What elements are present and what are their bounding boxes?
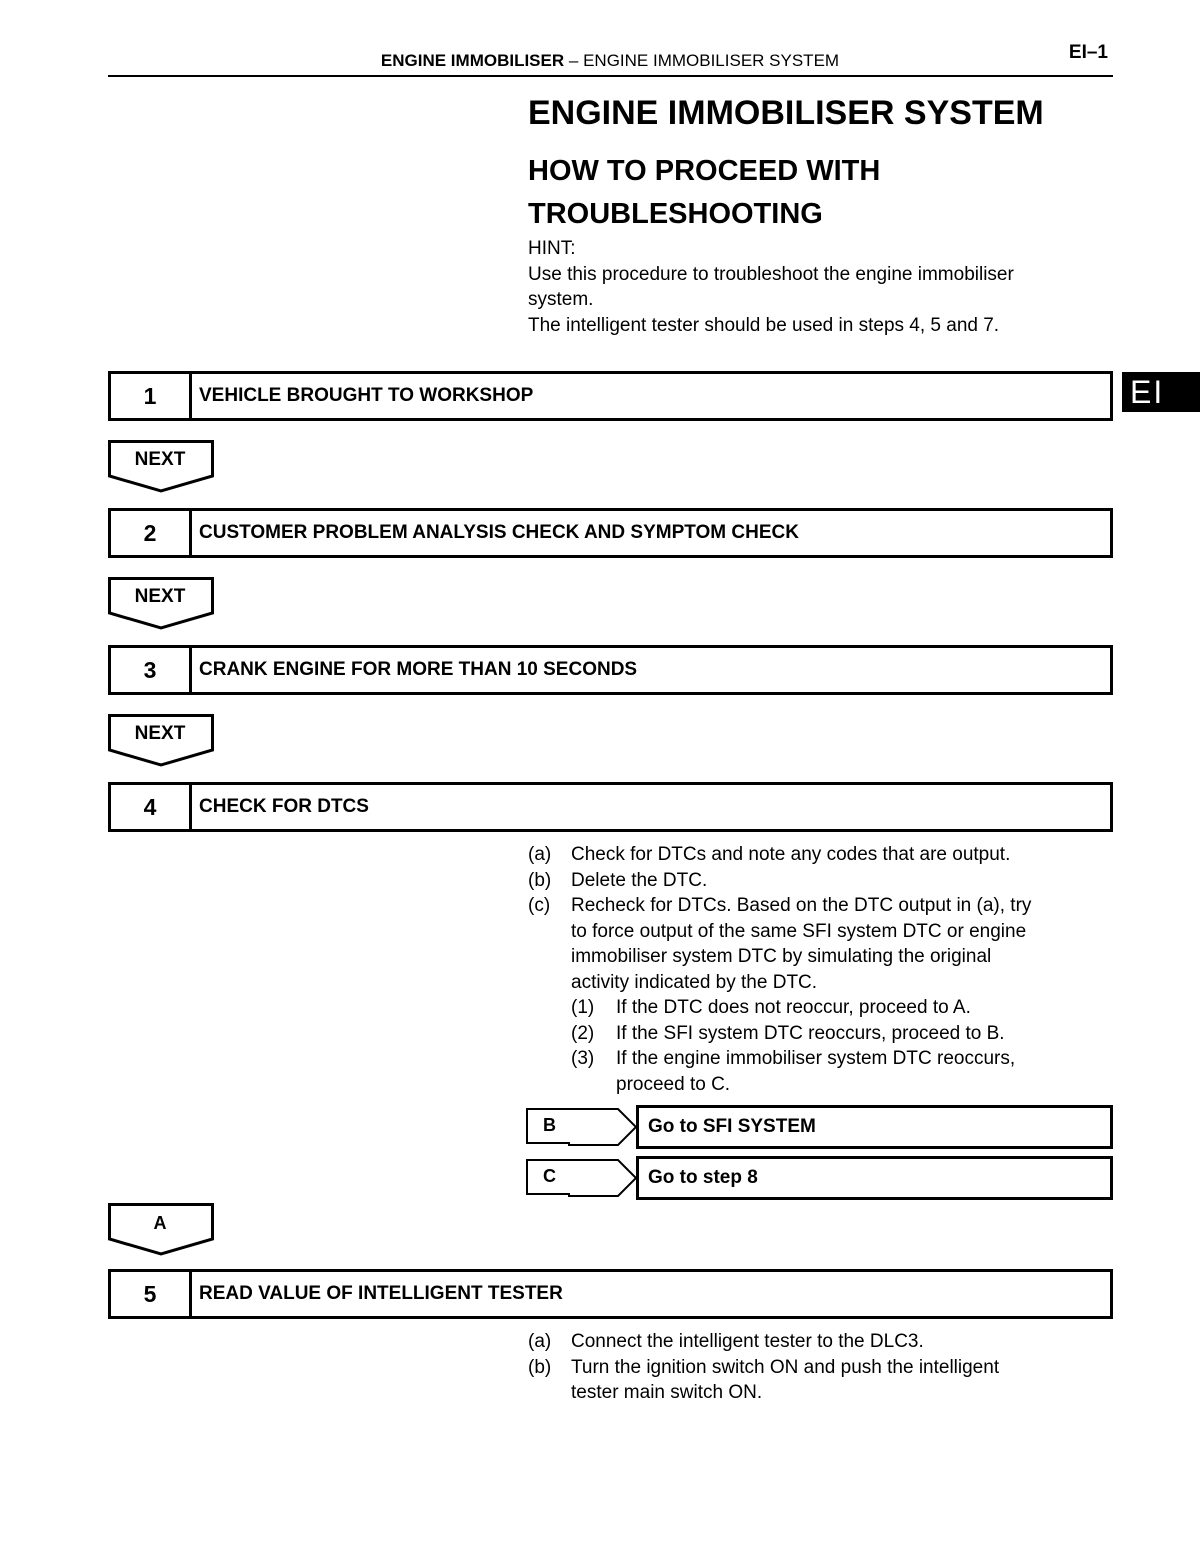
list-item-text: activity indicated by the DTC. xyxy=(571,971,818,993)
header-section-bold: ENGINE IMMOBILISER xyxy=(380,51,565,70)
hint-line: system. xyxy=(528,289,594,310)
header-section-rest: ENGINE IMMOBILISER SYSTEM xyxy=(583,51,840,70)
branch-arrow-icon xyxy=(568,1156,640,1200)
sub-item-label: (1) xyxy=(571,997,595,1018)
step-box-2 xyxy=(108,508,1113,558)
list-item-label: (a) xyxy=(528,844,552,865)
branch-letter: C xyxy=(526,1159,570,1195)
subtitle-line: HOW TO PROCEED WITH xyxy=(528,155,881,187)
list-item-text: Connect the intelligent tester to the DLC3. xyxy=(571,1331,924,1352)
step-title: CRANK ENGINE FOR MORE THAN 10 SECONDS xyxy=(199,659,638,680)
sub-item-text: proceed to C. xyxy=(616,1073,731,1095)
next-label: NEXT xyxy=(134,449,186,470)
sub-item-label: (2) xyxy=(571,1022,595,1044)
list-item-text: Check for DTCs and note any codes that are output. xyxy=(571,844,1011,865)
sub-item xyxy=(571,1046,1111,1097)
sub-item-text: If the DTC does not reoccur, proceed to A. xyxy=(616,997,971,1018)
sub-item-text: If the engine immobiliser system DTC reoccurs, xyxy=(616,1048,1016,1069)
branch-a-arrow xyxy=(108,1203,214,1257)
list-item xyxy=(528,1329,1111,1355)
step-box-4 xyxy=(108,782,1113,832)
list-item xyxy=(528,1355,1111,1406)
page-number: EI–1 xyxy=(1068,42,1108,63)
branch-a-label: A xyxy=(153,1213,167,1233)
sub-item xyxy=(571,1021,1111,1047)
branch-b xyxy=(526,1105,1116,1149)
list-item-label: (b) xyxy=(528,1356,552,1378)
step-number: 2 xyxy=(111,511,192,555)
next-label: NEXT xyxy=(134,586,186,607)
next-label: NEXT xyxy=(134,723,186,744)
step-title: CUSTOMER PROBLEM ANALYSIS CHECK AND SYMPTOM CHECK xyxy=(199,522,799,543)
list-item-text: Delete the DTC. xyxy=(571,869,708,891)
list-item xyxy=(528,868,1111,894)
list-item xyxy=(528,842,1111,868)
list-item-label: (b) xyxy=(528,869,552,891)
header-separator: – xyxy=(568,51,579,70)
running-header xyxy=(0,51,1200,71)
section-tab: EI xyxy=(1122,372,1200,412)
branch-arrow-icon xyxy=(568,1105,640,1149)
list-item-label: (c) xyxy=(528,895,551,916)
step5-instructions xyxy=(528,1329,1111,1406)
next-arrow xyxy=(108,440,214,494)
step-number: 1 xyxy=(111,374,192,418)
list-item xyxy=(528,893,1111,1097)
step-title: VEHICLE BROUGHT TO WORKSHOP xyxy=(199,385,534,406)
hint-block xyxy=(528,236,1014,338)
step4-instructions xyxy=(528,842,1111,1097)
branch-c xyxy=(526,1156,1116,1200)
list-item-text: immobiliser system DTC by simulating the original xyxy=(571,946,992,967)
branch-destination: Go to SFI SYSTEM xyxy=(636,1105,1113,1149)
next-arrow xyxy=(108,714,214,768)
subtitle-line: TROUBLESHOOTING xyxy=(528,198,823,230)
step-box-1 xyxy=(108,371,1113,421)
step-title: CHECK FOR DTCS xyxy=(199,796,369,817)
step-title: READ VALUE OF INTELLIGENT TESTER xyxy=(199,1283,563,1304)
step-number: 4 xyxy=(111,785,192,829)
branch-letter: B xyxy=(526,1108,570,1144)
branch-destination: Go to step 8 xyxy=(636,1156,1113,1200)
step-number: 5 xyxy=(111,1272,192,1316)
list-item-text: tester main switch ON. xyxy=(571,1382,763,1403)
next-arrow xyxy=(108,577,214,631)
hint-line: The intelligent tester should be used in steps 4, 5 and 7. xyxy=(528,314,1000,336)
list-item-text: to force output of the same SFI system DTC or engine xyxy=(571,920,1027,942)
step-box-5 xyxy=(108,1269,1113,1319)
step-number: 3 xyxy=(111,648,192,692)
sub-item-text: If the SFI system DTC reoccurs, proceed to B. xyxy=(616,1022,1005,1044)
header-rule xyxy=(108,75,1113,77)
sub-item xyxy=(571,995,1111,1021)
sub-item-label: (3) xyxy=(571,1048,595,1069)
hint-label: HINT: xyxy=(528,238,576,259)
list-item-text: Turn the ignition switch ON and push the intelligent xyxy=(571,1356,1000,1378)
hint-line: Use this procedure to troubleshoot the engine immobiliser xyxy=(528,263,1014,285)
page-subtitle xyxy=(528,150,880,236)
step-box-3 xyxy=(108,645,1113,695)
page-title: ENGINE IMMOBILISER SYSTEM xyxy=(528,94,1044,132)
list-item-text: Recheck for DTCs. Based on the DTC output in (a), try xyxy=(571,895,1032,916)
list-item-label: (a) xyxy=(528,1331,552,1352)
